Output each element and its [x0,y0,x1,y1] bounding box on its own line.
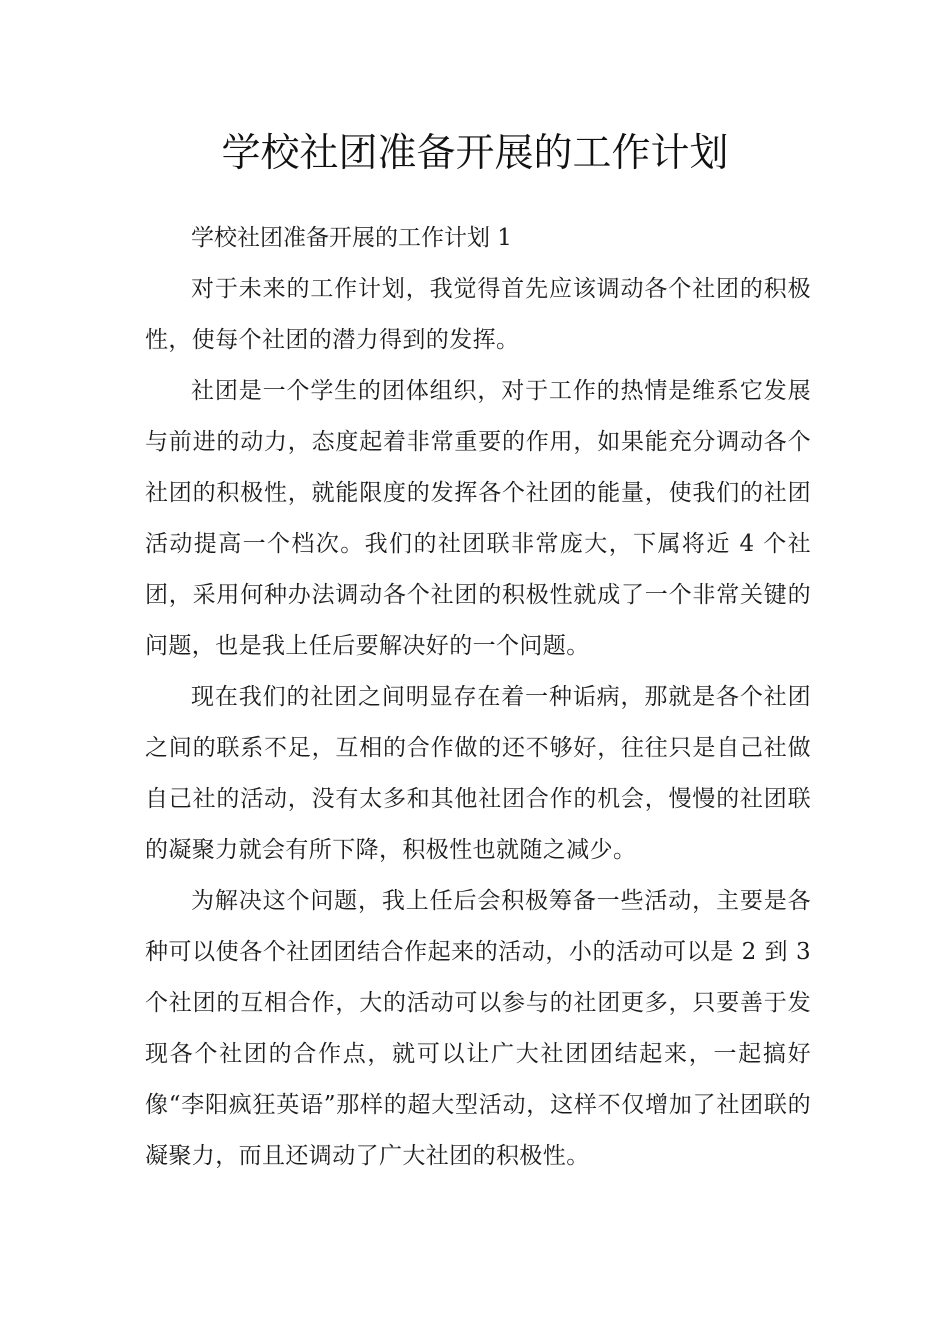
paragraph-1: 对于未来的工作计划，我觉得首先应该调动各个社团的积极性，使每个社团的潜力得到的发挥。 [145,276,811,353]
paragraph-3: 现在我们的社团之间明显存在着一种诟病，那就是各个社团之间的联系不足，互相的合作做的还不够好，往往只是自己社做自己社的活动，没有太多和其他社团合作的机会，慢慢的社团联的凝聚力就会有所下降，积极性也就随之减少。 [145,684,811,863]
document-title: 学校社团准备开展的工作计划 [221,131,729,177]
document-body [145,213,811,1182]
paragraph-2: 社团是一个学生的团体组织，对于工作的热情是维系它发展与前进的动力，态度起着非常重要的作用，如果能充分调动各个社团的积极性，就能限度的发挥各个社团的能量，使我们的社团活动提高一个档次。我们的社团联非常庞大，下属将近 4 个社团，采用何种办法调动各个社团的积极性就成了一个非常关键的问题，也是我上任后要解决好的一个问题。 [145,378,811,659]
paragraph-4: 为解决这个问题，我上任后会积极筹备一些活动，主要是各种可以使各个社团团结合作起来的活动，小的活动可以是 2 到 3 个社团的互相合作，大的活动可以参与的社团更多，只要善于发现各个社团的合作点，就可以让广大社团团结起来，一起搞好像“李阳疯狂英语”那样的超大型活动，这样不仅增加了社团联的凝聚力，而且还调动了广大社团的积极性。 [145,888,811,1169]
section-heading: 学校社团准备开展的工作计划 1 [191,225,512,251]
